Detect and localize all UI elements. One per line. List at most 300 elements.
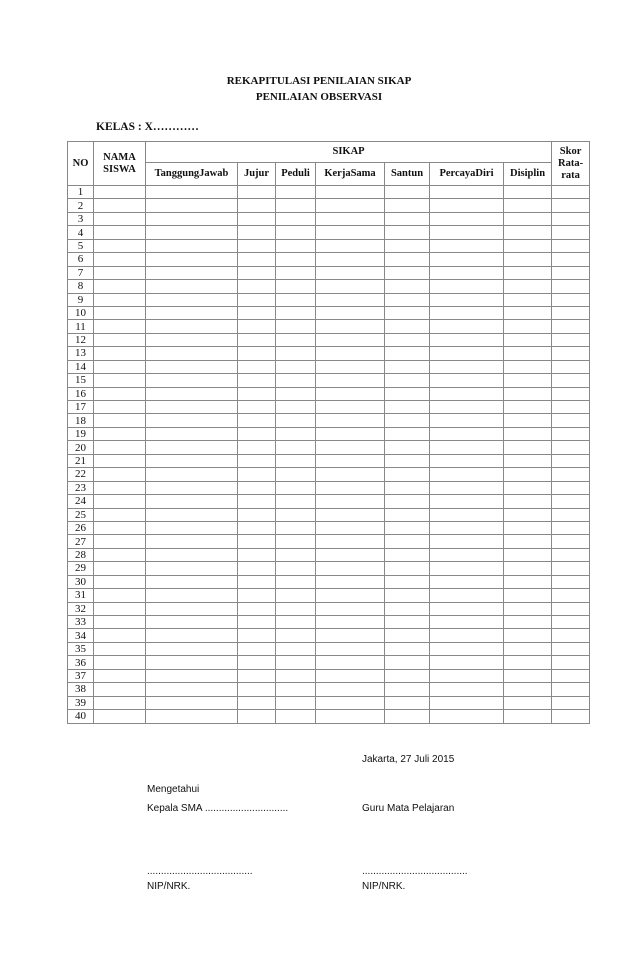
table-cell [552,683,590,696]
table-cell [385,387,430,400]
row-number: 38 [68,683,94,696]
table-cell [316,387,385,400]
table-cell [94,562,146,575]
table-row [68,535,590,548]
table-cell [316,616,385,629]
table-cell [552,481,590,494]
table-cell [94,441,146,454]
header-nama-siswa: NAMA SISWA [94,142,146,186]
table-cell [94,468,146,481]
table-cell [276,589,316,602]
table-row [68,669,590,682]
row-number: 2 [68,199,94,212]
table-cell [552,468,590,481]
table-cell [316,293,385,306]
table-cell [238,360,276,373]
table-cell [276,616,316,629]
table-row [68,521,590,534]
table-cell [94,239,146,252]
table-cell [276,468,316,481]
header-jujur: Jujur [238,163,276,186]
table-cell [385,374,430,387]
table-cell [146,616,238,629]
table-cell [238,683,276,696]
header-percayadiri: PercayaDiri [430,163,504,186]
table-cell [276,669,316,682]
table-cell [385,199,430,212]
table-cell [316,575,385,588]
table-cell [552,212,590,225]
table-cell [238,562,276,575]
row-number: 39 [68,696,94,709]
table-cell [430,226,504,239]
table-cell [276,454,316,467]
table-cell [94,535,146,548]
table-cell [238,468,276,481]
table-cell [94,306,146,319]
table-cell [94,616,146,629]
table-cell [430,642,504,655]
table-cell [94,710,146,723]
table-cell [238,495,276,508]
table-cell [238,656,276,669]
table-cell [94,320,146,333]
table-cell [238,306,276,319]
row-number: 17 [68,401,94,414]
table-cell [430,696,504,709]
table-cell [552,266,590,279]
table-cell [276,495,316,508]
table-cell [316,199,385,212]
table-cell [504,401,552,414]
table-cell [504,508,552,521]
table-cell [385,616,430,629]
table-cell [146,374,238,387]
table-cell [504,710,552,723]
table-cell [552,669,590,682]
table-cell [94,656,146,669]
table-cell [316,280,385,293]
table-cell [504,427,552,440]
table-cell [276,387,316,400]
table-cell [146,186,238,199]
table-cell [316,454,385,467]
table-row [68,347,590,360]
table-cell [430,508,504,521]
table-cell [94,266,146,279]
table-cell [430,280,504,293]
table-cell [94,347,146,360]
table-cell [316,696,385,709]
table-cell [385,642,430,655]
table-row [68,427,590,440]
table-cell [146,401,238,414]
table-cell [430,333,504,346]
table-cell [385,562,430,575]
table-cell [276,280,316,293]
table-cell [276,427,316,440]
table-cell [276,696,316,709]
table-cell [146,226,238,239]
table-cell [552,347,590,360]
header-kerjasama: KerjaSama [316,163,385,186]
table-cell [385,239,430,252]
table-cell [430,293,504,306]
table-cell [430,562,504,575]
table-cell [276,575,316,588]
header-sikap: SIKAP [146,142,552,163]
table-cell [552,548,590,561]
table-cell [430,616,504,629]
table-cell [238,239,276,252]
table-cell [504,226,552,239]
table-cell [430,683,504,696]
table-cell [276,186,316,199]
table-cell [276,266,316,279]
table-cell [430,454,504,467]
signature-line-left: ...................................... [147,866,253,877]
table-cell [316,401,385,414]
table-cell [276,602,316,615]
table-cell [385,710,430,723]
signature-line-right: ...................................... [362,866,468,877]
table-cell [276,642,316,655]
table-cell [430,548,504,561]
table-cell [504,629,552,642]
table-cell [552,575,590,588]
table-cell [94,521,146,534]
table-cell [94,629,146,642]
table-cell [94,414,146,427]
table-cell [385,306,430,319]
row-number: 34 [68,629,94,642]
row-number: 11 [68,320,94,333]
table-cell [238,441,276,454]
table-cell [238,669,276,682]
row-number: 22 [68,468,94,481]
table-cell [430,414,504,427]
table-row [68,495,590,508]
table-cell [146,306,238,319]
table-cell [276,226,316,239]
table-cell [94,186,146,199]
table-cell [276,656,316,669]
table-cell [552,629,590,642]
table-row [68,589,590,602]
table-cell [238,710,276,723]
row-number: 13 [68,347,94,360]
table-cell [94,374,146,387]
table-cell [316,320,385,333]
row-number: 32 [68,602,94,615]
row-number: 36 [68,656,94,669]
row-number: 37 [68,669,94,682]
table-cell [316,508,385,521]
table-cell [552,280,590,293]
table-cell [316,347,385,360]
table-cell [94,575,146,588]
kepala-sekolah-label: Kepala SMA .............................. [147,803,289,814]
table-cell [146,280,238,293]
table-cell [276,360,316,373]
guru-label: Guru Mata Pelajaran [362,803,455,814]
table-cell [385,280,430,293]
row-number: 40 [68,710,94,723]
table-cell [316,481,385,494]
table-cell [430,266,504,279]
table-cell [146,454,238,467]
table-cell [238,212,276,225]
table-cell [94,387,146,400]
table-cell [504,642,552,655]
table-cell [146,508,238,521]
table-cell [385,186,430,199]
table-cell [316,521,385,534]
table-cell [385,266,430,279]
table-cell [552,495,590,508]
table-cell [276,548,316,561]
table-cell [146,521,238,534]
table-row [68,374,590,387]
table-cell [430,481,504,494]
table-cell [430,253,504,266]
table-cell [146,562,238,575]
table-row [68,293,590,306]
table-cell [504,454,552,467]
table-row [68,441,590,454]
table-cell [146,548,238,561]
table-cell [276,521,316,534]
table-cell [146,669,238,682]
table-row [68,266,590,279]
table-cell [552,239,590,252]
table-cell [276,508,316,521]
table-cell [430,468,504,481]
table-cell [504,602,552,615]
table-cell [504,293,552,306]
table-cell [238,387,276,400]
table-cell [316,306,385,319]
table-cell [385,212,430,225]
table-cell [94,602,146,615]
table-cell [316,710,385,723]
table-cell [504,186,552,199]
table-cell [316,602,385,615]
table-cell [146,642,238,655]
table-cell [504,280,552,293]
row-number: 4 [68,226,94,239]
table-cell [430,535,504,548]
table-cell [94,226,146,239]
table-cell [552,253,590,266]
table-cell [504,589,552,602]
table-cell [238,266,276,279]
row-number: 26 [68,521,94,534]
table-cell [276,710,316,723]
table-cell [552,602,590,615]
table-cell [316,266,385,279]
table-cell [552,387,590,400]
table-cell [238,226,276,239]
mengetahui-label: Mengetahui [147,784,200,795]
table-cell [504,481,552,494]
kelas-label: KELAS : X………… [96,121,199,133]
table-row [68,253,590,266]
table-cell [430,387,504,400]
table-cell [504,521,552,534]
table-cell [385,253,430,266]
table-cell [94,401,146,414]
table-cell [276,347,316,360]
table-cell [276,320,316,333]
table-cell [316,427,385,440]
row-number: 6 [68,253,94,266]
table-cell [552,656,590,669]
page-title: REKAPITULASI PENILAIAN SIKAP [226,75,412,87]
table-cell [552,414,590,427]
table-cell [146,239,238,252]
table-cell [238,186,276,199]
table-cell [94,481,146,494]
table-cell [552,306,590,319]
table-cell [316,495,385,508]
header-skor: Skor Rata-rata [552,142,590,186]
table-cell [94,454,146,467]
table-cell [385,683,430,696]
table-cell [316,562,385,575]
table-row [68,414,590,427]
table-cell [94,360,146,373]
table-cell [385,347,430,360]
table-cell [552,199,590,212]
table-cell [385,360,430,373]
table-cell [238,696,276,709]
table-cell [552,454,590,467]
table-cell [316,683,385,696]
table-row [68,602,590,615]
table-row [68,199,590,212]
table-cell [316,239,385,252]
table-cell [146,441,238,454]
table-row [68,616,590,629]
table-cell [504,575,552,588]
table-cell [276,199,316,212]
row-number: 10 [68,306,94,319]
table-cell [276,535,316,548]
table-cell [504,374,552,387]
table-cell [316,212,385,225]
table-cell [430,521,504,534]
table-cell [94,280,146,293]
table-cell [316,656,385,669]
table-cell [504,441,552,454]
table-row [68,481,590,494]
table-cell [552,535,590,548]
table-cell [146,387,238,400]
table-cell [385,226,430,239]
table-cell [430,589,504,602]
row-number: 16 [68,387,94,400]
table-cell [238,548,276,561]
table-cell [94,508,146,521]
rekap-table [67,141,590,724]
table-cell [146,199,238,212]
table-cell [430,656,504,669]
table-cell [276,253,316,266]
row-number: 1 [68,186,94,199]
table-cell [94,589,146,602]
table-cell [238,642,276,655]
table-row [68,454,590,467]
row-number: 3 [68,212,94,225]
table-cell [146,253,238,266]
table-cell [430,669,504,682]
header-peduli: Peduli [276,163,316,186]
table-cell [385,495,430,508]
table-cell [146,212,238,225]
table-cell [276,212,316,225]
table-cell [385,481,430,494]
table-cell [276,293,316,306]
table-cell [430,374,504,387]
table-cell [430,320,504,333]
table-cell [430,427,504,440]
table-cell [385,414,430,427]
table-cell [238,454,276,467]
row-number: 9 [68,293,94,306]
nip-left: NIP/NRK. [147,881,191,892]
table-cell [552,710,590,723]
table-row [68,548,590,561]
table-cell [94,199,146,212]
table-cell [146,589,238,602]
table-cell [146,347,238,360]
table-cell [552,616,590,629]
table-cell [430,212,504,225]
table-cell [385,441,430,454]
table-row [68,562,590,575]
table-cell [276,306,316,319]
table-cell [316,629,385,642]
table-cell [238,629,276,642]
table-cell [504,616,552,629]
table-cell [385,427,430,440]
table-cell [552,521,590,534]
table-cell [430,602,504,615]
table-cell [238,401,276,414]
table-cell [385,333,430,346]
table-row [68,387,590,400]
row-number: 23 [68,481,94,494]
table-cell [238,280,276,293]
table-cell [385,696,430,709]
table-row [68,320,590,333]
table-cell [504,683,552,696]
table-cell [146,320,238,333]
table-cell [238,508,276,521]
table-cell [238,199,276,212]
header-tanggungjawab: TanggungJawab [146,163,238,186]
table-row [68,575,590,588]
table-cell [385,468,430,481]
table-cell [430,575,504,588]
table-cell [552,186,590,199]
table-cell [316,548,385,561]
table-cell [276,401,316,414]
table-row [68,226,590,239]
table-cell [552,562,590,575]
table-cell [385,589,430,602]
